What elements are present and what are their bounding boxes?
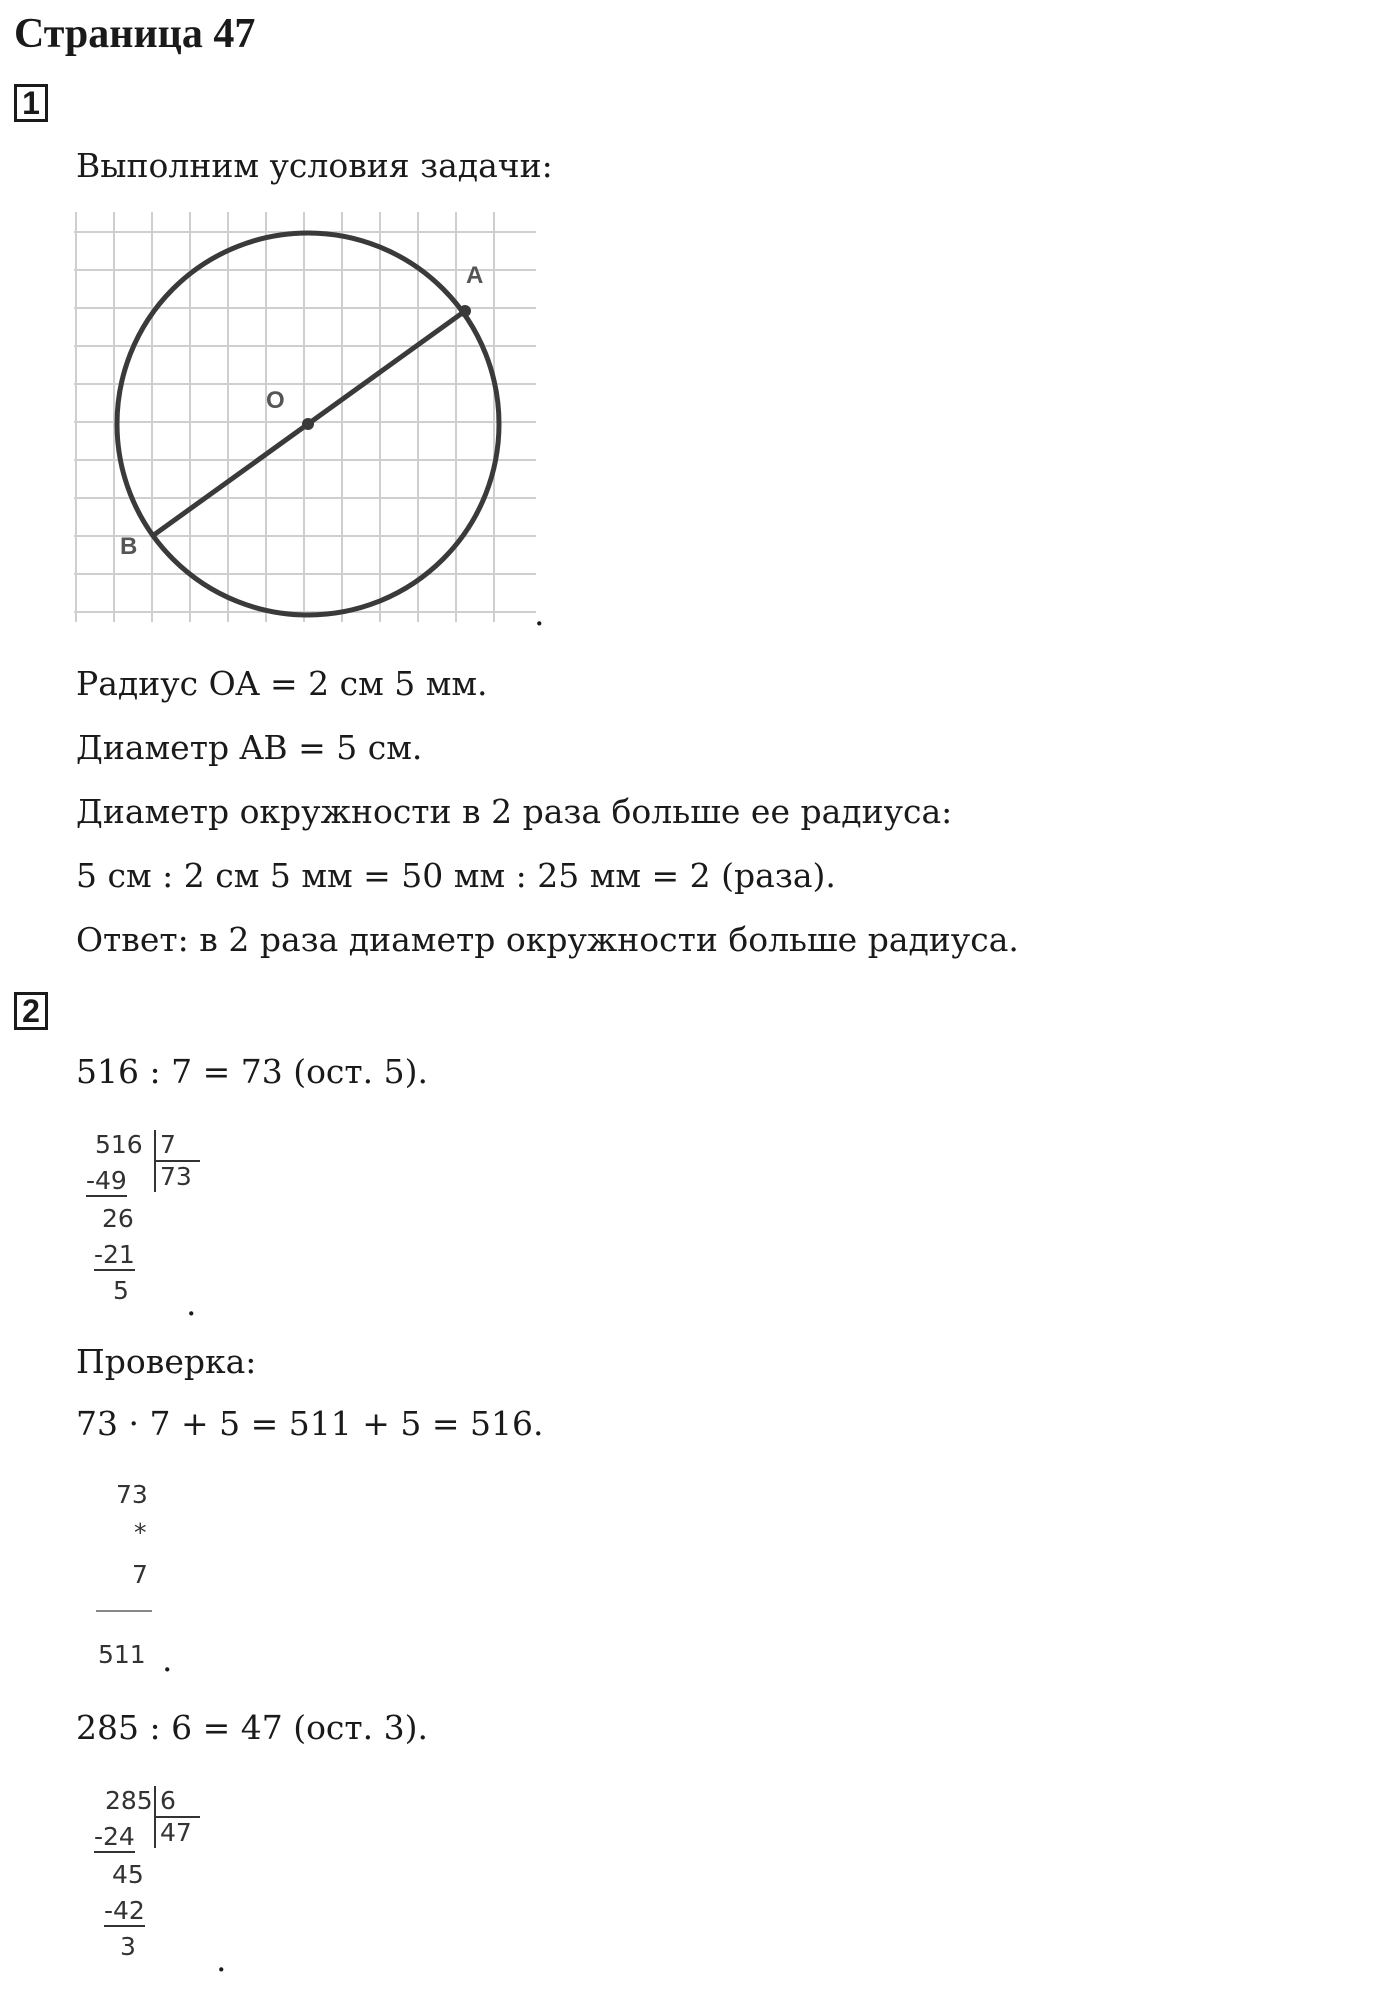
division-equation: 285 : 6 = 47 (ост. 3). — [76, 1708, 429, 1747]
divider-line — [96, 1610, 152, 1612]
circle-figure — [74, 212, 544, 632]
point-a — [459, 305, 471, 317]
comparison-line: Диаметр окружности в 2 раза больше ее радиуса: — [76, 792, 953, 831]
multiplier: 7 — [132, 1560, 148, 1589]
punctuation-dot: . — [162, 1640, 173, 1679]
label-o: O — [266, 387, 285, 414]
task-intro: Выполним условия задачи: — [76, 146, 553, 185]
subtrahend: -49 — [86, 1166, 127, 1195]
remainder: 5 — [113, 1276, 129, 1305]
label-b: B — [120, 533, 138, 560]
radius-line: Радиус OA = 2 см 5 мм. — [76, 664, 488, 703]
task-number-badge: 2 — [14, 992, 48, 1030]
operator: * — [134, 1518, 147, 1547]
divisor: 6 — [154, 1786, 200, 1818]
partial-remainder: 26 — [102, 1204, 134, 1233]
check-label: Проверка: — [76, 1342, 257, 1381]
calculation-line: 5 см : 2 см 5 мм = 50 мм : 25 мм = 2 (раза). — [76, 856, 836, 895]
diameter-line: Диаметр AB = 5 см. — [76, 728, 423, 767]
multiplicand: 73 — [116, 1480, 148, 1509]
remainder: 3 — [120, 1932, 136, 1961]
subtrahend: -42 — [104, 1896, 145, 1925]
answer-line: Ответ: в 2 раза диаметр окружности больше радиуса. — [76, 920, 1019, 959]
dividend: 516 — [95, 1130, 143, 1159]
subtrahend: -24 — [94, 1822, 135, 1851]
quotient: 73 — [154, 1162, 192, 1192]
task-number-badge: 1 — [14, 84, 48, 122]
page-title: Страница 47 — [14, 11, 256, 57]
punctuation-dot: . — [216, 1940, 227, 1979]
subtrahend: -21 — [94, 1240, 135, 1269]
partial-remainder: 45 — [112, 1860, 144, 1889]
quotient: 47 — [154, 1818, 192, 1848]
check-equation: 73 · 7 + 5 = 511 + 5 = 516. — [76, 1404, 544, 1443]
division-equation: 516 : 7 = 73 (ост. 5). — [76, 1052, 429, 1091]
dividend: 285 — [105, 1786, 153, 1815]
label-a: A — [466, 262, 484, 289]
divisor: 7 — [154, 1130, 200, 1162]
punctuation-dot: . — [186, 1284, 197, 1323]
point-o — [302, 418, 314, 430]
punctuation-dot: . — [534, 594, 545, 633]
product: 511 — [98, 1640, 146, 1669]
